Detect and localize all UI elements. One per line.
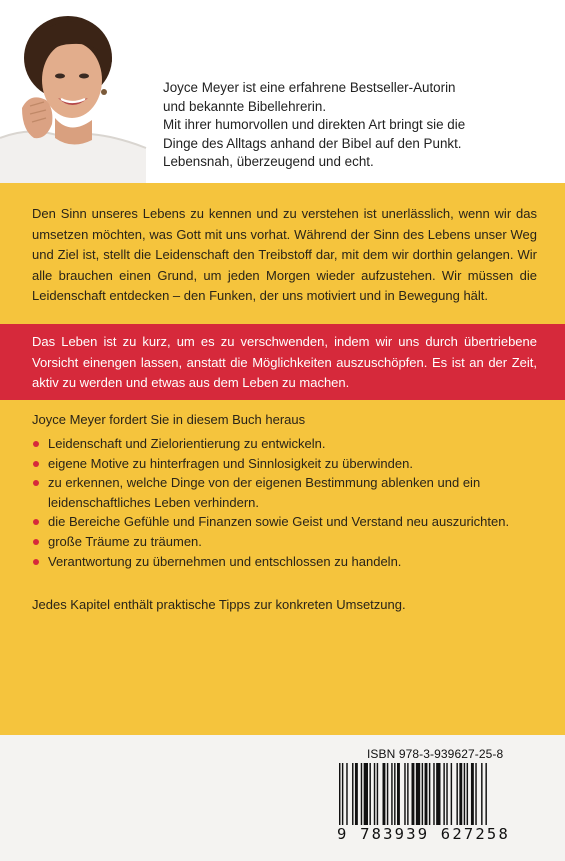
barcode-digits: 9 783939 627258 [337,825,510,843]
barcode-bar [459,763,462,825]
quote-paragraph: Das Leben ist zu kurz, um es zu verschwenden, indem wir uns durch übertriebene Vorsicht einengen lassen, anstatt die Möglichkeiten auszuschöpfen. Es ist an der Zeit, aktiv zu werden und etwas aus dem Leben zu machen. [32,334,537,390]
barcode-bar [342,763,343,825]
bullet-dot-icon [33,480,39,486]
bullet-dot-icon [33,461,39,467]
barcode-bar [407,763,408,825]
bullets-intro: Joyce Meyer fordert Sie in diesem Buch heraus [32,412,306,427]
barcode-bar [429,763,430,825]
author-bio-line: Joyce Meyer ist eine erfahrene Bestseller-Autorin [163,80,456,95]
author-bio-line: und bekannte Bibellehrerin. [163,98,327,114]
barcode-bar [416,763,420,825]
author-bio [163,79,553,172]
author-bio-line: Lebensnah, überzeugend und echt. [163,154,374,169]
bullet-item [32,473,537,512]
barcode-bar [481,763,482,825]
barcode-bar [346,763,347,825]
author-photo [0,8,150,183]
bullet-text: große Träume zu träumen. [48,533,202,549]
bullet-text: eigene Motive zu hinterfragen und Sinnlosigkeit zu überwinden. [48,455,413,471]
barcode-bar [475,763,476,825]
barcode-bar [397,763,400,825]
description-section [0,183,565,735]
barcode-bar [355,763,358,825]
barcode-bar [391,763,392,825]
barcode-bar [471,763,474,825]
barcode-image [337,763,535,825]
barcode-bar [377,763,378,825]
barcode-bar [394,763,395,825]
bullet-list [32,434,537,571]
barcode-bar [485,763,486,825]
bullet-item [32,512,537,532]
bullet-item [32,532,537,552]
barcode-bar [443,763,444,825]
bullet-dot-icon [33,519,39,525]
barcode-bar [369,763,370,825]
bullet-item [32,552,537,572]
barcode-bar [412,763,415,825]
closing-sentence: Jedes Kapitel enthält praktische Tipps zur konkreten Umsetzung. [32,597,406,612]
bullet-dot-icon [33,539,39,545]
barcode-bar [433,763,434,825]
barcode-bar [422,763,423,825]
isbn-barcode-block [337,741,547,861]
author-bio-line: Mit ihrer humorvollen und direkten Art bringt sie die [163,117,466,132]
quote-band [0,324,565,400]
barcode-section [0,735,565,861]
barcode-bar [387,763,388,825]
barcode-bar [361,763,362,825]
bullet-text: Verantwortung zu übernehmen und entschlossen zu handeln. [48,553,402,569]
author-bio-line: Dinge des Alltags anhand der Bibel auf den Punkt. [163,135,462,151]
barcode-bar [456,763,457,825]
barcode-bar [352,763,353,825]
bullet-dot-icon [33,441,39,447]
barcode-bar [446,763,447,825]
bullet-item [32,434,537,454]
barcode-bar [404,763,405,825]
barcode-bar [425,763,428,825]
isbn-label: ISBN 978-3-939627-25-8 [367,747,504,761]
barcode-bar [451,763,452,825]
bullet-text: zu erkennen, welche Dinge von der eigenen Bestimmung ablenken und ein leidenschaftliches Leben verhindern. [48,475,481,510]
barcode-bar [464,763,465,825]
author-section [0,0,565,183]
bullet-dot-icon [33,559,39,565]
intro-paragraph: Den Sinn unseres Lebens zu kennen und zu verstehen ist unerlässlich, wenn wir das umsetzen möchten, was Gott mit uns vorhat. Während der Sinn des Lebens unser Weg und Ziel ist, stellt die Leidenschaft den Treibstoff dar, mit dem wir dorthin gelangen. Wir alle brauchen einen Grund, um jeden Morgen wieder aufzustehen. Wir müssen die Leidenschaft entdecken – den Funken, der uns motiviert und in Bewegung hält. [32,206,537,304]
barcode-bar [339,763,340,825]
bullet-text: die Bereiche Gefühle und Finanzen sowie Geist und Verstand neu auszurichten. [48,514,510,530]
barcode-bar [374,763,375,825]
author-portrait-image [0,8,150,183]
barcode-bar [467,763,468,825]
barcode-bar [436,763,440,825]
barcode-bar [364,763,368,825]
bullet-text: Leidenschaft und Zielorientierung zu entwickeln. [48,436,326,451]
bullet-item [32,454,537,474]
barcode-bar [383,763,386,825]
